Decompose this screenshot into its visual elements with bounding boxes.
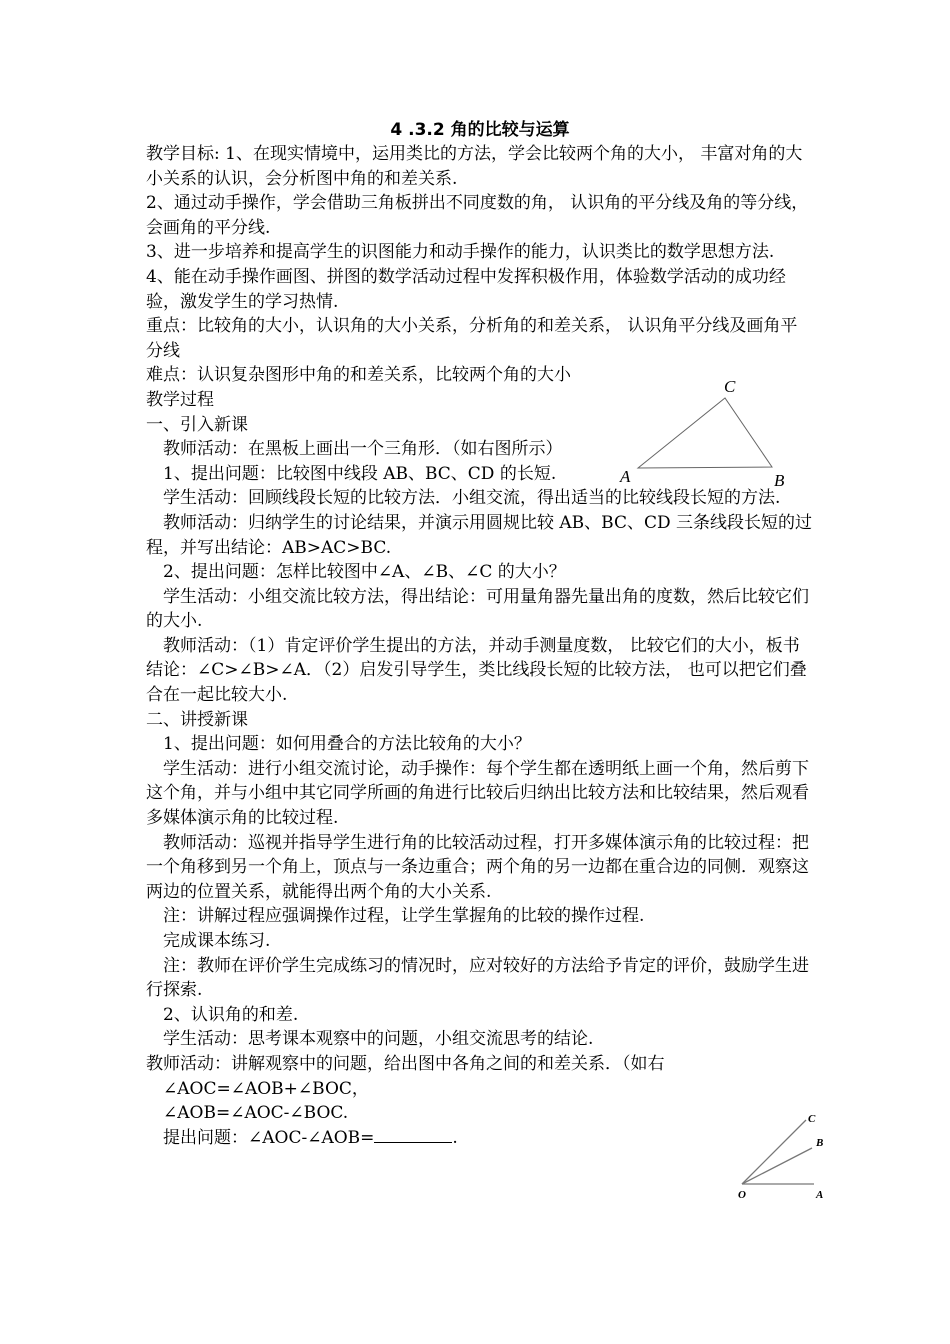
angle-label-o: O: [738, 1189, 746, 1201]
note-2: 注：教师在评价学生完成练习的情况时，应对较好的方法给予肯定的评价，鼓励学生进行探索.: [146, 955, 809, 1001]
question-1: 1、提出问题：比较图中线段 AB、BC、CD 的长短.: [163, 463, 557, 484]
student-activity-4: 学生活动：思考课本观察中的问题，小组交流思考的结论.: [163, 1029, 594, 1050]
angle-label-a: A: [816, 1189, 824, 1201]
angle-label-b: B: [816, 1137, 824, 1149]
triangle-label-a: A: [620, 467, 631, 486]
exercise-note: 完成课本练习.: [163, 931, 271, 951]
subsection-sum-diff: 2、认识角的和差.: [163, 1004, 299, 1025]
angle-label-c: C: [808, 1113, 816, 1125]
note-1: 注：讲解过程应强调操作过程，让学生掌握角的比较的操作过程.: [163, 906, 645, 927]
section-1-heading: 一、引入新课: [146, 414, 248, 435]
triangle-label-c: C: [724, 377, 736, 396]
teacher-activity-5: 教师活动：讲解观察中的问题，给出图中各角之间的和差关系．（如右: [146, 1053, 665, 1074]
ray-ob: [742, 1148, 812, 1184]
teacher-activity-3: 教师活动：（1）肯定评价学生提出的方法，并动手测量度数， 比较它们的大小，板书结论：∠C>∠B>∠A．（2）启发引导学生，类比线段长短的比较方法， 也可以把它们叠合在一起比较大小.: [146, 635, 807, 706]
document-title: 4 .3.2 角的比较与运算: [390, 120, 570, 140]
equation-2: ∠AOB=∠AOC-∠BOC.: [163, 1103, 349, 1124]
teacher-activity-1: 教师活动：在黑板上画出一个三角形．（如右图所示）: [163, 439, 563, 460]
triangle-shape: [638, 398, 772, 468]
objective-2: 2、通过动手操作，学会借助三角板拼出不同度数的角， 认识角的平分线及角的等分线，会画角的平分线.: [146, 193, 809, 238]
teacher-activity-2: 教师活动：归纳学生的讨论结果，并演示用圆规比较 AB、BC、CD 三条线段长短的过程，并写出结论：AB>AC>BC.: [146, 512, 813, 558]
triangle-figure: [610, 372, 800, 494]
answer-blank: [374, 1128, 452, 1143]
section-2-heading: 二、讲授新课: [146, 709, 248, 730]
question-3: 1、提出问题：如何用叠合的方法比较角的大小？: [163, 734, 531, 755]
equation-1: ∠AOC=∠AOB+∠BOC，: [163, 1078, 369, 1099]
objective-3: 3、进一步培养和提高学生的识图能力和动手操作的能力，认识类比的数学思想方法.: [146, 242, 775, 263]
question-4-text: 提出问题：∠AOC-∠AOB=: [163, 1127, 375, 1148]
process-heading: 教学过程: [146, 389, 214, 410]
key-points: 重点：比较角的大小，认识角的大小关系，分析角的和差关系， 认识角平分线及画角平分线: [146, 316, 798, 361]
question-4: [146, 1126, 814, 1151]
question-2: 2、提出问题：怎样比较图中∠A、∠B、∠C 的大小？: [163, 562, 566, 583]
student-activity-3: 学生活动：进行小组交流讨论，动手操作：每个学生都在透明纸上画一个角，然后剪下这个角，并与小组中其它同学所画的角进行比较后归纳出比较方法和比较结果，然后观看多媒体演示角的比较过程.: [146, 758, 809, 829]
question-4-end: .: [452, 1127, 458, 1148]
teacher-activity-4: 教师活动：巡视并指导学生进行角的比较活动过程，打开多媒体演示角的比较过程：把一个角移到另一个角上，顶点与一条边重合；两个角的另一边都在重合边的同侧．观察这两边的位置关系，就能得出两个角的大小关系.: [146, 832, 809, 902]
ray-oc: [742, 1120, 806, 1184]
student-activity-1: 学生活动：回顾线段长短的比较方法．小组交流，得出适当的比较线段长短的方法.: [163, 488, 781, 509]
objective-1: 教学目标: 1、在现实情境中，运用类比的方法，学会比较两个角的大小， 丰富对角的大小关系的认识，会分析图中角的和差关系.: [146, 144, 803, 189]
difficulties: 难点：认识复杂图形中角的和差关系，比较两个角的大小: [146, 365, 571, 386]
triangle-label-b: B: [774, 471, 785, 490]
document-page: [146, 118, 814, 1150]
objective-4: 4、能在动手操作画图、拼图的数学活动过程中发挥积极作用，体验数学活动的成功经验，激发学生的学习热情.: [146, 266, 786, 312]
angle-figure: [732, 1106, 842, 1202]
student-activity-2: 学生活动：小组交流比较方法，得出结论：可用量角器先量出角的度数，然后比较它们的大小.: [146, 586, 809, 632]
